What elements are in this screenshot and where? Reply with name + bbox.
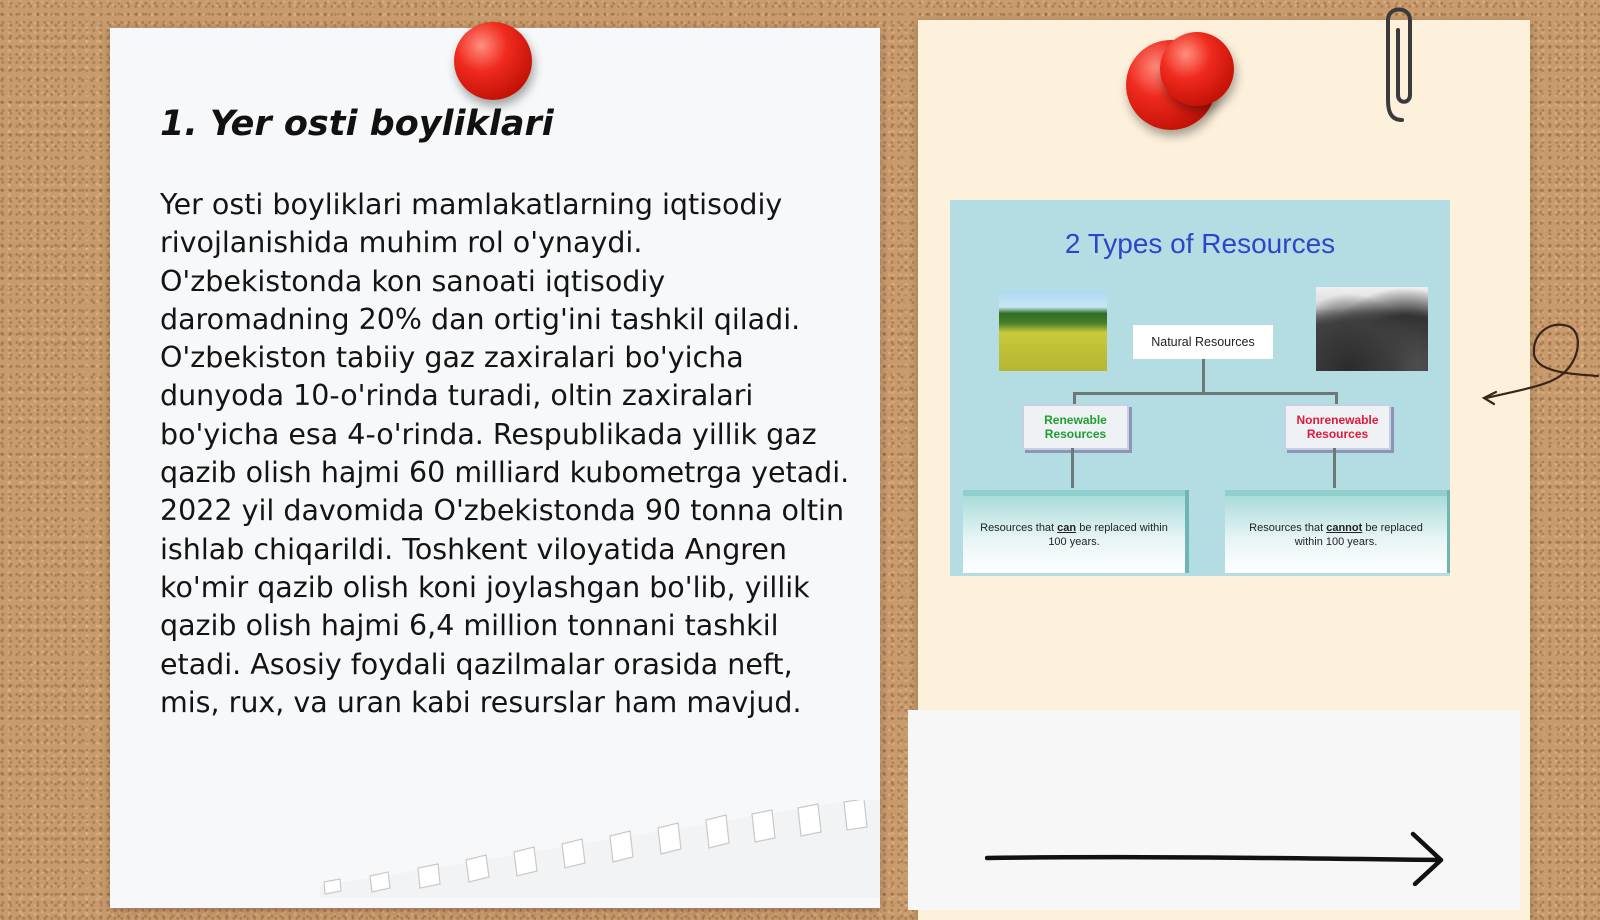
push-pin-icon [454,22,532,100]
connector-line [1073,392,1338,395]
connector-line [1073,392,1076,404]
connector-line [1333,448,1336,488]
torn-tab-strip [320,800,880,900]
grass-field-photo [999,291,1107,371]
renewable-resources-box [1022,404,1129,450]
note-title: 1. Yer osti boyliklari [160,104,554,144]
arrow-right-icon[interactable] [985,830,1445,886]
nonrenewable-description: Resources that cannot be replaced within 100 years. [1225,490,1447,573]
natural-resources-box: Natural Resources [1133,325,1273,359]
connector-line [1071,448,1074,488]
nonrenewable-resources-box [1284,404,1391,450]
doodle-loop-arrow-icon [1480,310,1600,410]
connector-line [1202,359,1205,393]
paper-clip-icon [1380,0,1430,125]
renewable-label: Renewable Resources [1044,413,1107,441]
nonrenewable-label: Nonrenewable Resources [1296,413,1379,441]
slide-title: 2 Types of Resources [1064,228,1336,259]
note-paragraph: Yer osti boyliklari mamlakatlarning iqtisodiy rivojlanishida muhim rol o'ynaydi. O'zbekistonda kon sanoati iqtisodiy daromadning 20% dan ortig'ini tashkil qiladi. O'zbekiston tabiiy gaz zaxiralari bo'yicha dunyoda 10-o'rinda turadi, oltin zaxiralari bo'yicha esa 4-o'rinda. Respublikada yillik gaz qazib olish hajmi 60 milliard kubometrga yetadi. 2022 yil davomida O'zbekistonda 90 tonna oltin ishlab chiqarildi. Toshkent viloyatida Angren ko'mir qazib olish koni joylashgan bo'lib, yillik qazib olish hajmi 6,4 million tonnani tashkil etadi. Asosiy foydali qazilmalar orasida neft, mis, rux, va uran kabi resurslar ham mavjud. [160,188,850,719]
push-pin-icon [1160,32,1234,106]
resource-types-slide [950,200,1450,576]
connector-line [1335,392,1338,404]
renewable-description: Resources that can be replaced within 100 years. [963,490,1185,573]
coal-pile-photo [1316,287,1428,371]
